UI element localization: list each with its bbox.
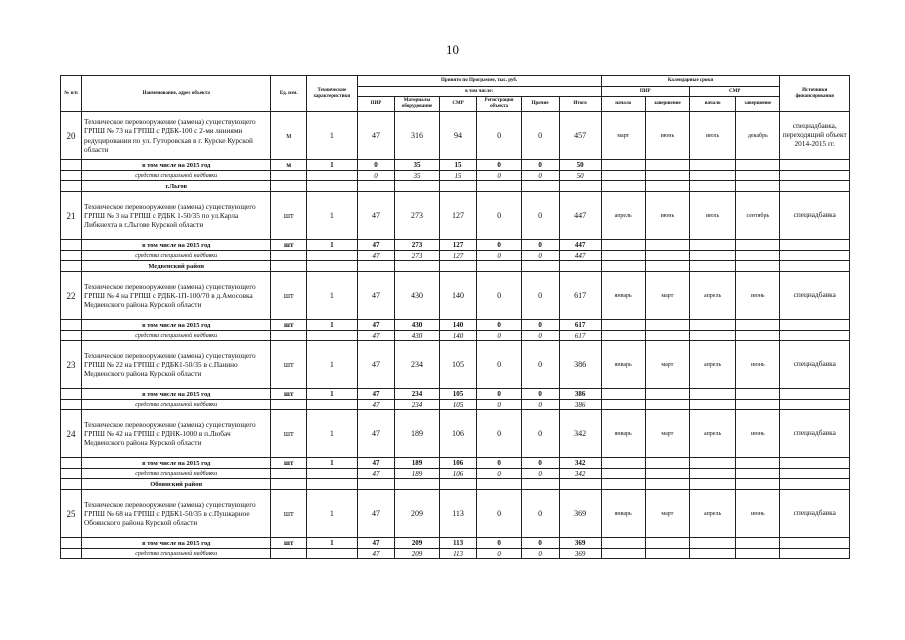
smr-start-cell: июль (689, 192, 735, 240)
district-row (61, 181, 850, 192)
row-number: 21 (61, 192, 82, 240)
object-name: Техническое перевооружение (замена) существующего ГРПШ № 73 на ГРПШ с РДБК-100 с 2-мя линиями редуцирования по ул. Гуторовская в г. Курске Курской области (82, 112, 271, 160)
header-start-pir: начало (601, 97, 645, 112)
other-cell: 0 (521, 410, 559, 458)
unit-cell: шт (271, 341, 307, 389)
other-cell: 0 (521, 400, 559, 410)
special-label: средства специальной надбавки (82, 469, 271, 479)
pir-cell: 47 (357, 192, 395, 240)
source-cell: спецнадбавка (780, 341, 850, 389)
header-registration: Регистрация объекта (477, 97, 521, 112)
pir-cell: 47 (357, 331, 395, 341)
materials-cell: 35 (395, 160, 439, 171)
tech-cell: 1 (307, 160, 357, 171)
registration-cell: 0 (477, 272, 521, 320)
unit-cell: шт (271, 538, 307, 549)
registration-cell: 0 (477, 389, 521, 400)
total-cell: 50 (559, 160, 601, 171)
tech-cell: 1 (307, 389, 357, 400)
tech-cell: 1 (307, 272, 357, 320)
special-row (61, 549, 850, 559)
pir-cell: 47 (357, 341, 395, 389)
unit-cell: м (271, 160, 307, 171)
materials-cell: 189 (395, 410, 439, 458)
total-cell: 386 (559, 341, 601, 389)
incl-2015-label: в том числе на 2015 год (82, 389, 271, 400)
materials-cell: 273 (395, 192, 439, 240)
special-label: средства специальной надбавки (82, 251, 271, 261)
pir-cell: 47 (357, 389, 395, 400)
smr-start-cell: апрель (689, 490, 735, 538)
materials-cell: 316 (395, 112, 439, 160)
smr-cell: 113 (439, 549, 477, 559)
district-row (61, 261, 850, 272)
registration-cell: 0 (477, 240, 521, 251)
total-cell: 369 (559, 538, 601, 549)
smr-cell: 105 (439, 341, 477, 389)
other-cell: 0 (521, 272, 559, 320)
row-number: 24 (61, 410, 82, 458)
smr-cell: 15 (439, 171, 477, 181)
smr-start-cell: апрель (689, 410, 735, 458)
total-cell: 447 (559, 240, 601, 251)
header-calendar: Календарные сроки (601, 76, 780, 87)
smr-cell: 105 (439, 400, 477, 410)
other-cell: 0 (521, 469, 559, 479)
unit-cell: шт (271, 458, 307, 469)
tech-cell: 1 (307, 320, 357, 331)
special-label: средства специальной надбавки (82, 400, 271, 410)
header-tech: Технические характеристики (307, 76, 357, 112)
district-label: Обоянский район (82, 479, 271, 490)
unit-cell: шт (271, 320, 307, 331)
other-cell: 0 (521, 320, 559, 331)
materials-cell: 234 (395, 341, 439, 389)
smr-cell: 106 (439, 469, 477, 479)
header-pir: ПИР (357, 97, 395, 112)
other-cell: 0 (521, 538, 559, 549)
smr-cell: 15 (439, 160, 477, 171)
header-other: Прочие (521, 97, 559, 112)
pir-start-cell: март (601, 112, 645, 160)
materials-cell: 273 (395, 251, 439, 261)
smr-start-cell: июль (689, 112, 735, 160)
header-total: Итого (559, 97, 601, 112)
pir-cell: 47 (357, 272, 395, 320)
district-label: г.Льгов (82, 181, 271, 192)
tech-cell: 1 (307, 192, 357, 240)
smr-cell: 106 (439, 458, 477, 469)
special-row (61, 469, 850, 479)
other-cell: 0 (521, 490, 559, 538)
smr-cell: 106 (439, 410, 477, 458)
header-accepted: Принято по Программе, тыс. руб. (357, 76, 601, 87)
smr-cell: 140 (439, 272, 477, 320)
district-label: Медвенский район (82, 261, 271, 272)
smr-end-cell: декабрь (736, 112, 780, 160)
materials-cell: 189 (395, 469, 439, 479)
total-cell: 369 (559, 549, 601, 559)
pir-end-cell: март (645, 490, 689, 538)
object-name: Техническое перевооружение (замена) существующего ГРПШ № 22 на ГРПШ с РДБК1-50/35 в с.Панино Медвенского района Курской области (82, 341, 271, 389)
smr-cell: 127 (439, 251, 477, 261)
source-cell: спецнадбавка (780, 410, 850, 458)
object-name: Техническое перевооружение (замена) существующего ГРПШ № 3 на ГРПШ с РДБК 1-50/35 по ул.Карла Либкнехта в г.Льгове Курской области (82, 192, 271, 240)
pir-cell: 47 (357, 549, 395, 559)
tech-cell: 1 (307, 240, 357, 251)
row-number: 25 (61, 490, 82, 538)
registration-cell: 0 (477, 341, 521, 389)
smr-cell: 140 (439, 320, 477, 331)
total-cell: 386 (559, 400, 601, 410)
source-cell: спецнадбавка (780, 272, 850, 320)
table-body (61, 112, 850, 559)
materials-cell: 273 (395, 240, 439, 251)
total-cell: 50 (559, 171, 601, 181)
special-row (61, 171, 850, 181)
unit-cell: шт (271, 389, 307, 400)
total-cell: 617 (559, 320, 601, 331)
pir-cell: 0 (357, 160, 395, 171)
row-number: 22 (61, 272, 82, 320)
pir-end-cell: июнь (645, 112, 689, 160)
unit-cell: шт (271, 192, 307, 240)
incl-2015-label: в том числе на 2015 год (82, 320, 271, 331)
other-cell: 0 (521, 549, 559, 559)
smr-end-cell: июнь (736, 272, 780, 320)
smr-cell: 105 (439, 389, 477, 400)
header-incl: в том числе: (357, 87, 601, 97)
pir-end-cell: март (645, 272, 689, 320)
pir-end-cell: июнь (645, 192, 689, 240)
header-cal-pir: ПИР (601, 87, 689, 97)
header-source: Источники финансирования (780, 76, 850, 112)
smr-end-cell: июнь (736, 341, 780, 389)
incl-2015-row (61, 240, 850, 251)
materials-cell: 430 (395, 272, 439, 320)
registration-cell: 0 (477, 320, 521, 331)
total-cell: 447 (559, 251, 601, 261)
total-cell: 386 (559, 389, 601, 400)
pir-start-cell: январь (601, 341, 645, 389)
registration-cell: 0 (477, 112, 521, 160)
incl-2015-row (61, 458, 850, 469)
total-cell: 617 (559, 331, 601, 341)
object-name: Техническое перевооружение (замена) существующего ГРПШ № 42 на ГРПШ с РДНК-1000 в п.Любач Медвенского района Курской области (82, 410, 271, 458)
pir-start-cell: апрель (601, 192, 645, 240)
special-label: средства специальной надбавки (82, 171, 271, 181)
other-cell: 0 (521, 331, 559, 341)
header-start-smr: начало (689, 97, 735, 112)
other-cell: 0 (521, 240, 559, 251)
incl-2015-row (61, 160, 850, 171)
row-number: 20 (61, 112, 82, 160)
smr-end-cell: июнь (736, 490, 780, 538)
other-cell: 0 (521, 112, 559, 160)
pir-cell: 47 (357, 538, 395, 549)
pir-start-cell: январь (601, 410, 645, 458)
special-label: средства специальной надбавки (82, 549, 271, 559)
incl-2015-row (61, 389, 850, 400)
smr-cell: 127 (439, 240, 477, 251)
pir-end-cell: март (645, 410, 689, 458)
smr-cell: 94 (439, 112, 477, 160)
header-no: № п/п (61, 76, 82, 112)
unit-cell: шт (271, 490, 307, 538)
source-cell: спецнадбавка (780, 490, 850, 538)
row-number: 23 (61, 341, 82, 389)
registration-cell: 0 (477, 410, 521, 458)
unit-cell: шт (271, 410, 307, 458)
special-row (61, 400, 850, 410)
unit-cell: м (271, 112, 307, 160)
registration-cell: 0 (477, 331, 521, 341)
source-cell: спецнадбавка, переходящий объект 2014-2015 гг. (780, 112, 850, 160)
header-materials: Материалы оборудование (395, 97, 439, 112)
pir-cell: 47 (357, 320, 395, 331)
pir-cell: 47 (357, 240, 395, 251)
header-unit: Ед. изм. (271, 76, 307, 112)
pir-cell: 47 (357, 112, 395, 160)
tech-cell: 1 (307, 458, 357, 469)
registration-cell: 0 (477, 549, 521, 559)
header-cal-smr: СМР (689, 87, 779, 97)
registration-cell: 0 (477, 469, 521, 479)
registration-cell: 0 (477, 171, 521, 181)
object-name: Техническое перевооружение (замена) существующего ГРПШ № 4 на ГРПШ с РДБК-1П-100/70 в д.Амосовка Медвенского района Курской области (82, 272, 271, 320)
registration-cell: 0 (477, 400, 521, 410)
materials-cell: 234 (395, 400, 439, 410)
smr-start-cell: апрель (689, 341, 735, 389)
district-row (61, 479, 850, 490)
special-row (61, 251, 850, 261)
header-name: Наименование, адрес объекта (82, 76, 271, 112)
smr-end-cell: июнь (736, 410, 780, 458)
materials-cell: 35 (395, 171, 439, 181)
pir-cell: 47 (357, 490, 395, 538)
pir-end-cell: март (645, 341, 689, 389)
page-number: 10 (446, 42, 459, 57)
incl-2015-row (61, 538, 850, 549)
tech-cell: 1 (307, 490, 357, 538)
special-label: средства специальной надбавки (82, 331, 271, 341)
tech-cell: 1 (307, 112, 357, 160)
tech-cell: 1 (307, 538, 357, 549)
materials-cell: 209 (395, 490, 439, 538)
other-cell: 0 (521, 192, 559, 240)
registration-cell: 0 (477, 490, 521, 538)
other-cell: 0 (521, 171, 559, 181)
table-row (61, 272, 850, 320)
table-row (61, 410, 850, 458)
materials-cell: 234 (395, 389, 439, 400)
other-cell: 0 (521, 160, 559, 171)
pir-cell: 47 (357, 400, 395, 410)
table-row (61, 192, 850, 240)
smr-start-cell: апрель (689, 272, 735, 320)
header-smr: СМР (439, 97, 477, 112)
registration-cell: 0 (477, 192, 521, 240)
smr-cell: 127 (439, 192, 477, 240)
materials-cell: 189 (395, 458, 439, 469)
total-cell: 617 (559, 272, 601, 320)
table-row (61, 490, 850, 538)
incl-2015-label: в том числе на 2015 год (82, 160, 271, 171)
materials-cell: 209 (395, 538, 439, 549)
registration-cell: 0 (477, 458, 521, 469)
source-cell: спецнадбавка (780, 192, 850, 240)
registration-cell: 0 (477, 251, 521, 261)
materials-cell: 430 (395, 320, 439, 331)
registration-cell: 0 (477, 160, 521, 171)
smr-end-cell: сентябрь (736, 192, 780, 240)
pir-start-cell: январь (601, 490, 645, 538)
other-cell: 0 (521, 389, 559, 400)
header-end-pir: завершение (645, 97, 689, 112)
tech-cell: 1 (307, 341, 357, 389)
special-row (61, 331, 850, 341)
unit-cell: шт (271, 272, 307, 320)
header-end-smr: завершение (736, 97, 780, 112)
registration-cell: 0 (477, 538, 521, 549)
pir-cell: 0 (357, 171, 395, 181)
other-cell: 0 (521, 251, 559, 261)
total-cell: 447 (559, 192, 601, 240)
smr-cell: 113 (439, 490, 477, 538)
object-name: Техническое перевооружение (замена) существующего ГРПШ № 68 на ГРПШ с РДБК1-50/35 в с.Пушкарное Обоянского района Курской области (82, 490, 271, 538)
tech-cell: 1 (307, 410, 357, 458)
unit-cell: шт (271, 240, 307, 251)
total-cell: 457 (559, 112, 601, 160)
smr-cell: 140 (439, 331, 477, 341)
pir-cell: 47 (357, 251, 395, 261)
total-cell: 369 (559, 490, 601, 538)
pir-cell: 47 (357, 410, 395, 458)
other-cell: 0 (521, 458, 559, 469)
total-cell: 342 (559, 469, 601, 479)
incl-2015-row (61, 320, 850, 331)
total-cell: 342 (559, 410, 601, 458)
incl-2015-label: в том числе на 2015 год (82, 458, 271, 469)
other-cell: 0 (521, 341, 559, 389)
materials-cell: 209 (395, 549, 439, 559)
incl-2015-label: в том числе на 2015 год (82, 240, 271, 251)
smr-cell: 113 (439, 538, 477, 549)
program-table (60, 75, 850, 559)
total-cell: 342 (559, 458, 601, 469)
table-row (61, 112, 850, 160)
pir-cell: 47 (357, 458, 395, 469)
table-row (61, 341, 850, 389)
incl-2015-label: в том числе на 2015 год (82, 538, 271, 549)
pir-cell: 47 (357, 469, 395, 479)
materials-cell: 430 (395, 331, 439, 341)
pir-start-cell: январь (601, 272, 645, 320)
table-header (61, 76, 850, 112)
